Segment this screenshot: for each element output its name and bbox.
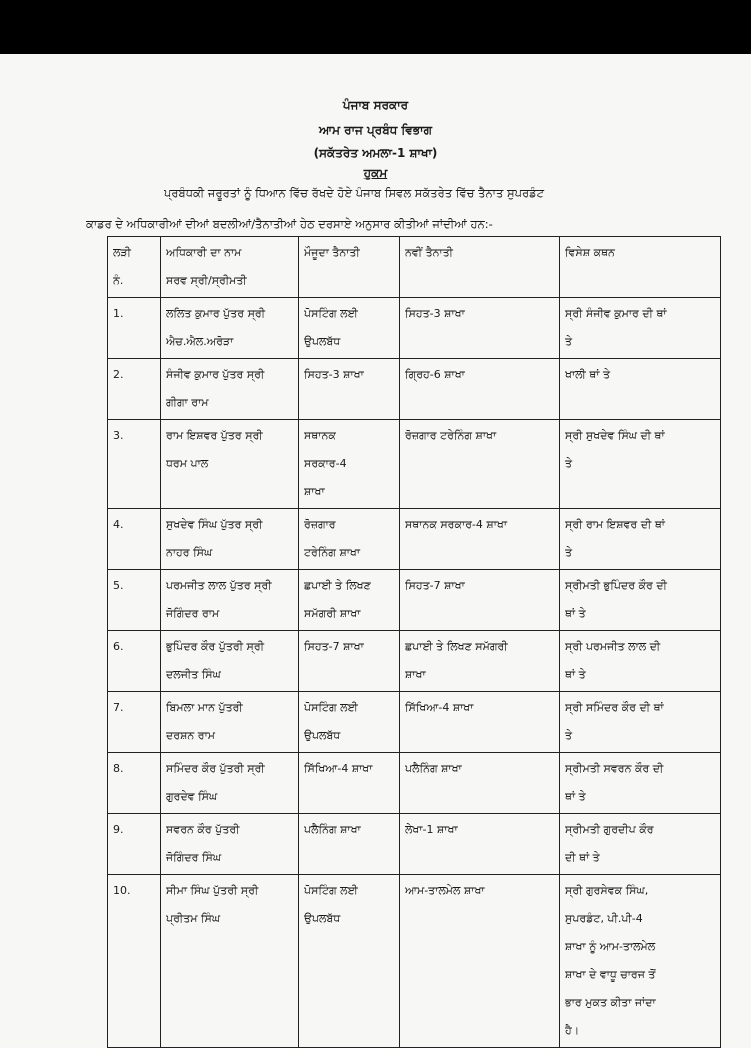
header-serial-line1: ਲੜੀ	[113, 246, 131, 259]
serial-cell-text: 9.	[113, 823, 124, 836]
current-posting-cell-line: ਛਪਾਈ ਤੇ ਲਿਖਣ	[304, 579, 371, 592]
officer-name-cell-line: ਸੁਖਦੇਵ ਸਿੰਘ ਪੁੱਤਰ ਸ੍ਰੀ	[166, 518, 263, 531]
current-posting-cell-line: ਪੋਸਟਿੰਗ ਲਈ	[304, 307, 358, 320]
new-posting-cell	[400, 692, 560, 753]
remarks-cell-line: ਖਾਲੀ ਥਾਂ ਤੇ	[565, 368, 610, 381]
officer-name-cell-line: ਸੰਜੀਵ ਕੁਮਾਰ ਪੁੱਤਰ ਸ੍ਰੀ	[166, 368, 265, 381]
serial-cell-text: 7.	[113, 701, 124, 714]
remarks-cell-line: ਸ੍ਰੀ ਸੰਜੀਵ ਕੁਮਾਰ ਦੀ ਥਾਂ	[565, 307, 667, 320]
serial-cell-text: 5.	[113, 579, 124, 592]
current-posting-cell	[299, 631, 400, 692]
branch-heading: (ਸਕੱਤਰੇਤ ਅਮਲਾ-1 ਸ਼ਾਖਾ)	[313, 146, 438, 160]
table-row	[108, 753, 721, 814]
remarks-cell	[560, 753, 721, 814]
officer-name-cell	[161, 875, 299, 1048]
current-posting-cell	[299, 570, 400, 631]
current-posting-cell-line: ਉਪਲਬੱਧ	[304, 729, 341, 742]
new-posting-cell	[400, 359, 560, 420]
order-title-text: ਹੁਕਮ	[363, 166, 388, 180]
remarks-cell-line: ਤੇ	[565, 457, 573, 470]
current-posting-cell-line: ਸਿਹਤ-7 ਸ਼ਾਖਾ	[304, 640, 364, 653]
officer-name-cell-line: ਬਿਮਲਾ ਮਾਨ ਪੁੱਤਰੀ	[166, 701, 243, 714]
table-row	[108, 814, 721, 875]
officer-name-cell-line: ਐਚ.ਐਲ.ਅਰੋੜਾ	[166, 335, 234, 348]
new-posting-cell-line: ਸਿਹਤ-7 ਸ਼ਾਖਾ	[405, 579, 465, 592]
header-remarks	[560, 237, 721, 298]
remarks-cell	[560, 692, 721, 753]
table-row	[108, 692, 721, 753]
serial-cell	[108, 692, 161, 753]
current-posting-cell-line: ਸਰਕਾਰ-4	[304, 457, 347, 470]
new-posting-cell	[400, 298, 560, 359]
remarks-cell-line: ਸ੍ਰੀ ਸੁਖਦੇਵ ਸਿੰਘ ਦੀ ਥਾਂ	[565, 429, 665, 442]
remarks-cell	[560, 875, 721, 1048]
header-current-text: ਮੌਜੂਦਾ ਤੈਨਾਤੀ	[304, 246, 360, 259]
current-posting-cell	[299, 814, 400, 875]
serial-cell	[108, 814, 161, 875]
current-posting-cell-line: ਸ਼ਾਖਾ	[304, 485, 325, 498]
serial-cell-text: 8.	[113, 762, 124, 775]
current-posting-cell-line: ਉਪਲਬੱਧ	[304, 912, 341, 925]
officer-name-cell-line: ਲਲਿਤ ਕੁਮਾਰ ਪੁੱਤਰ ਸ੍ਰੀ	[166, 307, 266, 320]
serial-cell	[108, 753, 161, 814]
new-posting-cell-line: ਪਲੈਨਿੰਗ ਸ਼ਾਖਾ	[405, 762, 462, 775]
table-row	[108, 570, 721, 631]
officer-name-cell-line: ਜੋਗਿੰਦਰ ਸਿੰਘ	[166, 851, 222, 864]
header-serial	[108, 237, 161, 298]
new-posting-cell-line: ਗ੍ਰਿਹ-6 ਸ਼ਾਖਾ	[405, 368, 465, 381]
officer-name-cell-line: ਸਮਿੰਦਰ ਕੌਰ ਪੁੱਤਰੀ ਸ੍ਰੀ	[166, 762, 265, 775]
serial-cell-text: 2.	[113, 368, 124, 381]
serial-cell-text: 1.	[113, 307, 124, 320]
remarks-cell-line: ਸ੍ਰੀ ਸਮਿੰਦਰ ਕੌਰ ਦੀ ਥਾਂ	[565, 701, 664, 714]
officer-name-cell-line: ਜੋਗਿੰਦਰ ਰਾਮ	[166, 607, 220, 620]
header-name-line2: ਸਰਵ ਸ੍ਰੀ/ਸ੍ਰੀਮਤੀ	[166, 274, 247, 287]
current-posting-cell-line: ਸਿਹਤ-3 ਸ਼ਾਖਾ	[304, 368, 364, 381]
officer-name-cell-line: ਗੁਰਦੇਵ ਸਿੰਘ	[166, 790, 218, 803]
transfer-table	[107, 236, 721, 1048]
officer-name-cell-line: ਦਰਸ਼ਨ ਰਾਮ	[166, 729, 216, 742]
current-posting-cell	[299, 298, 400, 359]
officer-name-cell	[161, 509, 299, 570]
intro-line-2: ਕਾਡਰ ਦੇ ਅਧਿਕਾਰੀਆਂ ਦੀਆਂ ਬਦਲੀਆਂ/ਤੈਨਾਤੀਆਂ ਹੇਠ ਦਰਸਾਏ ਅਨੁਸਾਰ ਕੀਤੀਆਂ ਜਾਂਦੀਆਂ ਹਨ:-	[86, 217, 493, 231]
new-posting-cell-line: ਆਮ-ਤਾਲਮੇਲ ਸ਼ਾਖਾ	[405, 884, 485, 897]
serial-cell-text: 3.	[113, 429, 124, 442]
new-posting-cell	[400, 753, 560, 814]
current-posting-cell-line: ਰੋਜ਼ਗਾਰ	[304, 518, 336, 531]
officer-name-cell	[161, 359, 299, 420]
remarks-cell	[560, 631, 721, 692]
current-posting-cell	[299, 509, 400, 570]
header-current-posting	[299, 237, 400, 298]
officer-name-cell	[161, 753, 299, 814]
officer-name-cell-line: ਧਰਮ ਪਾਲ	[166, 457, 209, 470]
serial-cell-text: 4.	[113, 518, 124, 531]
officer-name-cell-line: ਨਾਹਰ ਸਿੰਘ	[166, 546, 213, 559]
remarks-cell-line: ਤੇ	[565, 729, 573, 742]
current-posting-cell-line: ਟਰੇਨਿੰਗ ਸ਼ਾਖਾ	[304, 546, 361, 559]
remarks-cell	[560, 420, 721, 509]
officer-name-cell-line: ਗੀਗਾ ਰਾਮ	[166, 396, 209, 409]
remarks-cell-line: ਸ਼ਾਖਾ ਦੇ ਵਾਧੂ ਚਾਰਜ ਤੋਂ	[565, 968, 656, 981]
header-name-line1: ਅਧਿਕਾਰੀ ਦਾ ਨਾਮ	[166, 246, 242, 259]
officer-name-cell-line: ਦਲਜੀਤ ਸਿੰਘ	[166, 668, 221, 681]
officer-name-cell	[161, 420, 299, 509]
new-posting-cell	[400, 814, 560, 875]
table-row	[108, 875, 721, 1048]
remarks-cell-line: ਦੀ ਥਾਂ ਤੇ	[565, 851, 600, 864]
current-posting-cell-line: ਸਿੱਖਿਆ-4 ਸ਼ਾਖਾ	[304, 762, 373, 775]
new-posting-cell-line: ਸਥਾਨਕ ਸਰਕਾਰ-4 ਸ਼ਾਖਾ	[405, 518, 507, 531]
current-posting-cell-line: ਪੋਸਟਿੰਗ ਲਈ	[304, 884, 358, 897]
officer-name-cell	[161, 570, 299, 631]
officer-name-cell-line: ਭੁਪਿੰਦਰ ਕੌਰ ਪੁੱਤਰੀ ਸ੍ਰੀ	[166, 640, 265, 653]
remarks-cell	[560, 509, 721, 570]
current-posting-cell	[299, 875, 400, 1048]
remarks-cell-line: ਭਾਰ ਮੁਕਤ ਕੀਤਾ ਜਾਂਦਾ	[565, 996, 656, 1009]
remarks-cell-line: ਸ੍ਰੀਮਤੀ ਸਵਰਨ ਕੌਰ ਦੀ	[565, 762, 664, 775]
table-row	[108, 359, 721, 420]
new-posting-cell	[400, 420, 560, 509]
serial-cell	[108, 875, 161, 1048]
intro-line-1: ਪ੍ਰਬੰਧਕੀ ਜਰੂਰਤਾਂ ਨੂੰ ਧਿਆਨ ਵਿੱਚ ਰੱਖਦੇ ਹੋਏ ਪੰਜਾਬ ਸਿਵਲ ਸਕੱਤਰੇਤ ਵਿੱਚ ਤੈਨਾਤ ਸੁਪਰਡੰਟ	[164, 186, 545, 200]
current-posting-cell	[299, 420, 400, 509]
remarks-cell-line: ਤੇ	[565, 335, 573, 348]
serial-cell	[108, 359, 161, 420]
new-posting-cell-line: ਸਿਹਤ-3 ਸ਼ਾਖਾ	[405, 307, 465, 320]
header-serial-line2: ਨੰ.	[113, 274, 124, 287]
officer-name-cell-line: ਸੀਮਾ ਸਿੰਘ ਪੁੱਤਰੀ ਸ੍ਰੀ	[166, 884, 259, 897]
remarks-cell-line: ਹੈ।	[565, 1024, 580, 1037]
new-posting-cell-line: ਲੇਖਾ-1 ਸ਼ਾਖਾ	[405, 823, 458, 836]
order-title	[0, 165, 751, 181]
new-posting-cell	[400, 631, 560, 692]
remarks-cell-line: ਥਾਂ ਤੇ	[565, 668, 586, 681]
remarks-cell-line: ਸ੍ਰੀਮਤੀ ਗੁਰਦੀਪ ਕੌਰ	[565, 823, 654, 836]
officer-name-cell-line: ਸਵਰਨ ਕੌਰ ਪੁੱਤਰੀ	[166, 823, 240, 836]
new-posting-cell	[400, 570, 560, 631]
header-new-text: ਨਵੀਂ ਤੈਨਾਤੀ	[405, 246, 453, 259]
new-posting-cell-line: ਛਪਾਈ ਤੇ ਲਿਖਣ ਸਮੱਗਰੀ	[405, 640, 508, 653]
serial-cell	[108, 509, 161, 570]
new-posting-cell	[400, 875, 560, 1048]
scan-top-border	[0, 0, 751, 54]
department-heading: ਆਮ ਰਾਜ ਪ੍ਰਬੰਧ ਵਿਭਾਗ	[319, 123, 432, 137]
new-posting-cell-line: ਸਿੱਖਿਆ-4 ਸ਼ਾਖਾ	[405, 701, 474, 714]
serial-cell	[108, 298, 161, 359]
remarks-cell-line: ਸ੍ਰੀ ਪਰਮਜੀਤ ਲਾਲ ਦੀ	[565, 640, 661, 653]
table-row	[108, 420, 721, 509]
government-heading: ਪੰਜਾਬ ਸਰਕਾਰ	[342, 98, 409, 112]
officer-name-cell	[161, 298, 299, 359]
table-row	[108, 509, 721, 570]
current-posting-cell	[299, 359, 400, 420]
officer-name-cell-line: ਪਰਮਜੀਤ ਲਾਲ ਪੁੱਤਰ ਸ੍ਰੀ	[166, 579, 272, 592]
header-remarks-text: ਵਿਸੇਸ਼ ਕਥਨ	[565, 246, 615, 259]
officer-name-cell-line: ਪ੍ਰੀਤਮ ਸਿੰਘ	[166, 912, 221, 925]
current-posting-cell-line: ਪਲੈਨਿੰਗ ਸ਼ਾਖਾ	[304, 823, 361, 836]
table-row	[108, 298, 721, 359]
table-header-row	[108, 237, 721, 298]
new-posting-cell	[400, 509, 560, 570]
serial-cell	[108, 420, 161, 509]
remarks-cell-line: ਸ਼ਾਖਾ ਨੂੰ ਆਮ-ਤਾਲਮੇਲ	[565, 940, 656, 953]
remarks-cell	[560, 570, 721, 631]
remarks-cell-line: ਸ੍ਰੀਮਤੀ ਭੁਪਿੰਦਰ ਕੌਰ ਦੀ	[565, 579, 667, 592]
officer-name-cell-line: ਰਾਮ ਇਸ਼ਵਰ ਪੁੱਤਰ ਸ੍ਰੀ	[166, 429, 263, 442]
remarks-cell	[560, 359, 721, 420]
remarks-cell-line: ਤੇ	[565, 546, 573, 559]
current-posting-cell	[299, 692, 400, 753]
officer-name-cell	[161, 814, 299, 875]
remarks-cell-line: ਸੁਪਰਡੰਟ, ਪੀ.ਪੀ-4	[565, 912, 643, 925]
current-posting-cell-line: ਸਥਾਨਕ	[304, 429, 336, 442]
remarks-cell-line: ਸ੍ਰੀ ਰਾਮ ਇਸ਼ਵਰ ਦੀ ਥਾਂ	[565, 518, 665, 531]
current-posting-cell-line: ਪੋਸਟਿੰਗ ਲਈ	[304, 701, 358, 714]
serial-cell-text: 10.	[113, 884, 131, 897]
new-posting-cell-line: ਸ਼ਾਖਾ	[405, 668, 426, 681]
remarks-cell-line: ਥਾਂ ਤੇ	[565, 790, 586, 803]
new-posting-cell-line: ਰੋਜ਼ਗਾਰ ਟਰੇਨਿੰਗ ਸ਼ਾਖਾ	[405, 429, 497, 442]
remarks-cell-line: ਥਾਂ ਤੇ	[565, 607, 586, 620]
header-name	[161, 237, 299, 298]
officer-name-cell	[161, 631, 299, 692]
serial-cell-text: 6.	[113, 640, 124, 653]
remarks-cell-line: ਸ੍ਰੀ ਗੁਰਸੇਵਕ ਸਿੰਘ,	[565, 884, 649, 897]
current-posting-cell-line: ਉਪਲਬੱਧ	[304, 335, 341, 348]
current-posting-cell-line: ਸਮੱਗਰੀ ਸ਼ਾਖਾ	[304, 607, 361, 620]
serial-cell	[108, 631, 161, 692]
table-row	[108, 631, 721, 692]
officer-name-cell	[161, 692, 299, 753]
header-new-posting	[400, 237, 560, 298]
remarks-cell	[560, 298, 721, 359]
remarks-cell	[560, 814, 721, 875]
current-posting-cell	[299, 753, 400, 814]
serial-cell	[108, 570, 161, 631]
